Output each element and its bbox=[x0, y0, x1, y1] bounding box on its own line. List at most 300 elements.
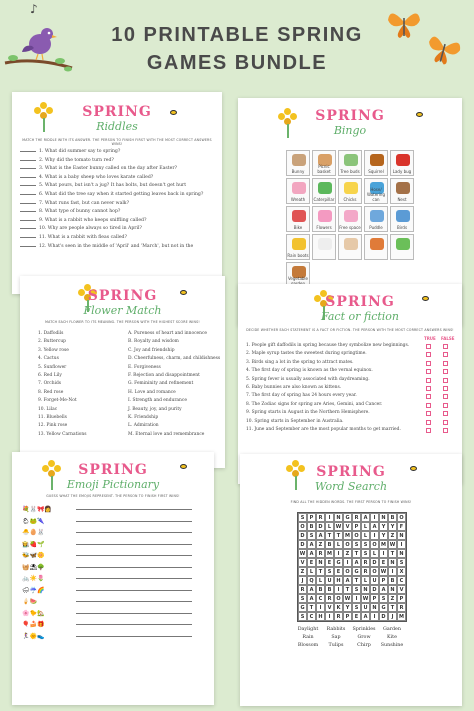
flower-item: 12. Pink rose bbox=[38, 423, 68, 429]
answer-line bbox=[76, 590, 192, 591]
grid-letter: U bbox=[370, 576, 379, 585]
flower-item: 9. Forget-Me-Not bbox=[38, 398, 77, 404]
fact-fiction-heading: SPRING bbox=[325, 294, 395, 310]
grid-letter: P bbox=[343, 612, 352, 621]
meaning-item: C. Joy and friendship bbox=[128, 347, 175, 353]
statement-item: 8. The Zodiac signs for spring are Aries, Gemini, and Cancer. bbox=[246, 401, 383, 407]
bingo-grid bbox=[286, 150, 414, 288]
bingo-cell bbox=[390, 234, 414, 260]
grid-letter: Y bbox=[379, 531, 388, 540]
grid-letter: Y bbox=[379, 522, 388, 531]
meaning-item: E. Forgiveness bbox=[128, 364, 161, 370]
riddle-item: 10. Why are people always so tired in April? bbox=[20, 225, 216, 234]
bingo-cell-label: Chicks bbox=[343, 197, 357, 202]
grid-letter: I bbox=[388, 567, 397, 576]
grid-letter: P bbox=[352, 522, 361, 531]
bingo-cell-picture bbox=[344, 210, 358, 222]
grid-letter: W bbox=[389, 542, 396, 548]
emoji-clue: 🐝🦋🌼 bbox=[22, 552, 45, 559]
grid-letter: Z bbox=[343, 549, 352, 558]
search-word: Sunshine bbox=[380, 643, 404, 648]
search-word: Sap bbox=[331, 635, 341, 640]
bingo-cell-label: Birds bbox=[396, 225, 408, 230]
grid-letter: R bbox=[361, 558, 370, 567]
grid-letter: I bbox=[397, 540, 406, 549]
answer-line bbox=[76, 532, 192, 533]
grid-letter: I bbox=[325, 513, 334, 522]
grid-letter: N bbox=[388, 558, 397, 567]
answer-checkbox[interactable] bbox=[443, 344, 448, 349]
answer-line bbox=[76, 521, 192, 522]
bingo-cell-label: Vegetable bbox=[287, 276, 309, 281]
flower-list bbox=[38, 330, 87, 439]
grid-letter: S bbox=[298, 513, 307, 522]
meaning-item: M. Eternal love and remembrance bbox=[128, 431, 205, 437]
grid-letter: A bbox=[316, 531, 325, 540]
meaning-item: G. Femininity and refinement bbox=[128, 381, 194, 387]
bundle-title-line2: GAMES BUNDLE bbox=[146, 52, 328, 74]
answer-checkbox[interactable] bbox=[426, 386, 431, 391]
grid-letter: Z bbox=[316, 540, 325, 549]
bingo-cell bbox=[390, 178, 414, 204]
grid-letter: C bbox=[316, 594, 325, 603]
flower-item: 10. Lilac bbox=[38, 406, 58, 412]
answer-checkbox[interactable] bbox=[443, 361, 448, 366]
grid-letter: X bbox=[397, 567, 406, 576]
answer-checkbox[interactable] bbox=[426, 344, 431, 349]
riddles-subtitle: Riddles bbox=[96, 120, 138, 133]
emoji-clue: 🐣🥚🐰 bbox=[22, 529, 45, 536]
search-word: Blossom bbox=[297, 643, 319, 648]
grid-letter: L bbox=[307, 567, 316, 576]
grid-letter: I bbox=[352, 594, 361, 603]
bingo-cell-picture bbox=[370, 154, 384, 166]
search-word: Tulips bbox=[328, 643, 344, 648]
emoji-row bbox=[22, 573, 192, 585]
grid-letter: D bbox=[316, 522, 325, 531]
bee-icon bbox=[180, 464, 187, 469]
grid-letter: G bbox=[334, 558, 343, 567]
grid-letter: D bbox=[370, 585, 379, 594]
emoji-heading: SPRING bbox=[78, 462, 148, 478]
answer-checkbox[interactable] bbox=[426, 420, 431, 425]
emoji-clue: 🍦🍉 bbox=[22, 598, 37, 605]
grid-letter: N bbox=[361, 585, 370, 594]
meaning-item: I. Strength and endurance bbox=[128, 398, 187, 404]
emoji-clue: 👩‍🌾🍓🌱 bbox=[22, 540, 45, 548]
bingo-cell-picture bbox=[292, 238, 306, 250]
bingo-cell bbox=[286, 178, 310, 204]
grid-letter: S bbox=[352, 603, 361, 612]
grid-letter: W bbox=[335, 524, 342, 530]
grid-letter: Z bbox=[388, 594, 397, 603]
answer-checkbox[interactable] bbox=[443, 386, 448, 391]
bingo-cell bbox=[286, 234, 310, 260]
bingo-cell-label: Wreath bbox=[290, 197, 306, 202]
bingo-cell bbox=[390, 150, 414, 176]
fact-fiction-instructions: DECIDE WHETHER EACH STATEMENT IS A FACT OR FICTION. THE PERSON WITH THE MOST CORRECT ANSWERS WINS! bbox=[246, 328, 454, 332]
grid-letter: A bbox=[307, 540, 316, 549]
answer-checkbox[interactable] bbox=[443, 428, 448, 433]
grid-letter: B bbox=[316, 585, 325, 594]
grid-letter: O bbox=[343, 567, 352, 576]
grid-letter: N bbox=[397, 549, 406, 558]
riddle-item: 5. What pours, but isn't a jug? It has bolts, but doesn't get hurt bbox=[20, 182, 216, 191]
grid-letter: V bbox=[343, 522, 352, 531]
grid-letter: I bbox=[370, 531, 379, 540]
statement-item: 10. Spring starts in September in Australia. bbox=[246, 418, 344, 424]
grid-letter: M bbox=[379, 540, 388, 549]
bundle-title-line1: 10 PRINTABLE SPRING bbox=[111, 24, 363, 46]
grid-letter: I bbox=[343, 558, 352, 567]
answer-line bbox=[76, 555, 192, 556]
grid-letter: N bbox=[397, 531, 406, 540]
grid-letter: T bbox=[343, 585, 352, 594]
search-word: Garden bbox=[383, 627, 401, 632]
grid-letter: A bbox=[370, 522, 379, 531]
bee-icon bbox=[416, 112, 423, 117]
emoji-subtitle: Emoji Pictionary bbox=[66, 478, 160, 491]
grid-letter: S bbox=[397, 558, 406, 567]
meaning-item: B. Royalty and wisdom bbox=[128, 339, 179, 345]
riddle-item: 7. What runs fast, but can never walk? bbox=[20, 200, 216, 209]
answer-checkbox[interactable] bbox=[443, 420, 448, 425]
emoji-page bbox=[12, 452, 214, 705]
flower-item: 3. Yellow rose bbox=[38, 347, 69, 353]
grid-letter: S bbox=[307, 531, 316, 540]
grid-letter: I bbox=[379, 549, 388, 558]
grid-letter: B bbox=[388, 576, 397, 585]
bingo-cell bbox=[286, 150, 310, 176]
emoji-clue: 🏃‍♀️🌞👟 bbox=[22, 632, 45, 640]
answer-checkbox[interactable] bbox=[426, 369, 431, 374]
grid-letter: T bbox=[307, 603, 316, 612]
bingo-cell-picture bbox=[292, 154, 306, 166]
emoji-clue: 🧺⛱🌳 bbox=[22, 563, 45, 571]
grid-letter: C bbox=[397, 576, 406, 585]
grid-letter: R bbox=[397, 603, 406, 612]
emoji-row bbox=[22, 539, 192, 551]
emoji-row bbox=[22, 516, 192, 528]
bee-icon bbox=[170, 110, 177, 115]
meaning-item: K. Friendship bbox=[128, 415, 159, 421]
grid-letter: A bbox=[307, 594, 316, 603]
statement-item: 1. People gift daffodils in spring because they symbolize new beginnings. bbox=[246, 343, 410, 348]
word-search-heading: SPRING bbox=[316, 464, 386, 480]
emoji-rows bbox=[22, 504, 192, 642]
answer-checkbox[interactable] bbox=[443, 369, 448, 374]
answer-line bbox=[76, 636, 192, 637]
answer-line bbox=[76, 567, 192, 568]
statement-item: 5. Spring fever is usually associated with daydreaming. bbox=[246, 376, 370, 382]
search-word: Daylight bbox=[297, 627, 319, 632]
bingo-heading: SPRING bbox=[315, 108, 385, 124]
grid-letter: U bbox=[361, 603, 370, 612]
riddle-item: 6. What did the tree say when it started getting leaves back in spring? bbox=[20, 191, 216, 200]
grid-letter: O bbox=[397, 513, 406, 522]
bingo-cell bbox=[312, 150, 336, 176]
bingo-cell-picture bbox=[396, 154, 410, 166]
grid-letter: R bbox=[334, 612, 343, 621]
grid-letter: O bbox=[334, 594, 343, 603]
emoji-clue: 🌸🐤🏡 bbox=[22, 609, 45, 617]
grid-letter: T bbox=[388, 603, 397, 612]
grid-letter: D bbox=[379, 612, 388, 621]
grid-letter: T bbox=[352, 549, 361, 558]
grid-letter: J bbox=[298, 576, 307, 585]
bingo-cell-picture bbox=[396, 182, 410, 194]
bingo-cell-picture bbox=[396, 238, 410, 250]
search-word: Rabbits bbox=[326, 627, 346, 632]
word-list bbox=[294, 626, 406, 650]
grid-letter: R bbox=[325, 594, 334, 603]
riddle-item: 4. What is a baby sheep who loves karate called? bbox=[20, 174, 216, 183]
answer-checkbox[interactable] bbox=[443, 403, 448, 408]
answer-checkbox[interactable] bbox=[426, 378, 431, 383]
grid-letter: E bbox=[307, 558, 316, 567]
emoji-row bbox=[22, 596, 192, 608]
grid-letter: L bbox=[361, 522, 370, 531]
search-word: Chirp bbox=[357, 643, 371, 648]
grid-letter: V bbox=[397, 585, 406, 594]
grid-letter: G bbox=[352, 567, 361, 576]
flower-item: 4. Cactus bbox=[38, 356, 59, 362]
emoji-row bbox=[22, 527, 192, 539]
answer-checkbox[interactable] bbox=[426, 403, 431, 408]
answer-checkbox[interactable] bbox=[426, 411, 431, 416]
meaning-item: D. Cheerfulness, charm, and childishness bbox=[128, 356, 221, 362]
grid-letter: T bbox=[334, 531, 343, 540]
grid-letter: K bbox=[334, 603, 343, 612]
answer-line bbox=[76, 624, 192, 625]
bingo-cell bbox=[390, 206, 414, 232]
flower-item: 1. Daffodils bbox=[38, 331, 64, 336]
answer-line bbox=[76, 578, 192, 579]
bingo-cell bbox=[364, 150, 388, 176]
grid-letter: I bbox=[334, 585, 343, 594]
grid-letter: W bbox=[344, 596, 351, 602]
bingo-cell-picture bbox=[292, 182, 306, 194]
bingo-cell-picture bbox=[344, 154, 358, 166]
bingo-cell-label: Squirrel bbox=[368, 169, 384, 174]
grid-letter: N bbox=[370, 603, 379, 612]
flower-match-heading: SPRING bbox=[87, 288, 158, 304]
statement-item: 2. Maple syrup tastes the sweetest during springtime. bbox=[246, 351, 367, 357]
bingo-cell-label: Bike bbox=[293, 225, 303, 230]
grid-letter: G bbox=[298, 603, 307, 612]
grid-letter: Z bbox=[388, 531, 397, 540]
bingo-cell-label: Free space bbox=[339, 225, 361, 230]
answer-checkbox[interactable] bbox=[426, 361, 431, 366]
flower-match-subtitle: Flower Match bbox=[83, 304, 162, 317]
grid-letter: V bbox=[325, 603, 334, 612]
statement-item: 7. The first day of spring has 24 hours every year. bbox=[246, 393, 357, 399]
riddle-item: 11. What is a rabbit with fleas called? bbox=[20, 234, 216, 243]
answer-checkbox[interactable] bbox=[443, 411, 448, 416]
emoji-row bbox=[22, 619, 192, 631]
grid-letter: A bbox=[343, 576, 352, 585]
flower-item: 8. Red rose bbox=[38, 389, 64, 395]
meaning-item: A. Pureness of heart and innocence bbox=[128, 331, 208, 336]
grid-letter: H bbox=[334, 576, 343, 585]
bee-icon bbox=[180, 290, 187, 295]
flower-item: 6. Red Lily bbox=[38, 373, 62, 379]
search-word: Sprinkles bbox=[352, 627, 376, 632]
word-search-grid bbox=[297, 512, 407, 622]
grid-letter: Y bbox=[343, 603, 352, 612]
bingo-cell-label: Lady bug bbox=[392, 169, 412, 174]
grid-letter: Q bbox=[307, 576, 316, 585]
grid-letter: I bbox=[325, 612, 334, 621]
search-word: Kite bbox=[387, 635, 397, 640]
answer-checkbox[interactable] bbox=[426, 394, 431, 399]
grid-letter: L bbox=[361, 531, 370, 540]
emoji-row bbox=[22, 585, 192, 597]
grid-letter: T bbox=[352, 576, 361, 585]
bingo-cell bbox=[338, 206, 362, 232]
bingo-cell-label: Tree buds bbox=[340, 169, 360, 174]
grid-letter: S bbox=[379, 594, 388, 603]
statement-item: 3. Birds sing a lot in the spring to attract mates. bbox=[246, 359, 354, 365]
word-search-page bbox=[240, 454, 462, 706]
bee-icon bbox=[410, 466, 417, 471]
grid-letter: N bbox=[334, 513, 343, 522]
bingo-cell bbox=[338, 178, 362, 204]
svg-text:♪: ♪ bbox=[30, 2, 38, 16]
grid-letter: B bbox=[388, 513, 397, 522]
bingo-cell bbox=[312, 206, 336, 232]
grid-letter: S bbox=[298, 612, 307, 621]
grid-letter: F bbox=[397, 522, 406, 531]
grid-letter: A bbox=[361, 513, 370, 522]
answer-line bbox=[76, 544, 192, 545]
emoji-row bbox=[22, 504, 192, 516]
emoji-clue: 🎈🍰🎁 bbox=[22, 621, 45, 628]
riddles-list bbox=[20, 148, 216, 251]
emoji-clue: 🌦🐸🌂 bbox=[22, 517, 45, 525]
grid-letter: G bbox=[343, 513, 352, 522]
bingo-cell bbox=[338, 150, 362, 176]
answer-checkbox[interactable] bbox=[443, 394, 448, 399]
grid-letter: P bbox=[397, 594, 406, 603]
bingo-cell-picture bbox=[318, 238, 332, 250]
answer-checkbox[interactable] bbox=[443, 352, 448, 357]
bingo-cell-label: Picnic basket bbox=[317, 164, 331, 174]
answer-checkbox[interactable] bbox=[426, 428, 431, 433]
grid-letter: M bbox=[325, 549, 334, 558]
grid-letter: T bbox=[388, 549, 397, 558]
riddles-instructions: MATCH THE RIDDLE WITH ITS ANSWER. THE PERSON TO FINISH FIRST WITH THE MOST CORRECT ANSWERS WINS! bbox=[22, 138, 212, 146]
answer-line bbox=[76, 509, 192, 510]
grid-letter: R bbox=[352, 513, 361, 522]
grid-letter: A bbox=[379, 585, 388, 594]
grid-letter: N bbox=[388, 585, 397, 594]
flower-item: 13. Yellow Carnations bbox=[38, 431, 87, 437]
grid-letter: J bbox=[388, 612, 397, 621]
bingo-cell-label: Rain boots bbox=[287, 253, 309, 258]
bingo-cell-picture bbox=[396, 210, 410, 222]
grid-letter: A bbox=[352, 558, 361, 567]
bingo-cell-label: Hose/ Watering can bbox=[366, 187, 385, 202]
fact-fiction-subtitle: Fact or fiction bbox=[320, 310, 400, 323]
grid-letter: D bbox=[298, 531, 307, 540]
grid-letter: N bbox=[316, 558, 325, 567]
grid-letter: D bbox=[370, 558, 379, 567]
meaning-item: J. Beauty, joy, and purity bbox=[128, 406, 182, 412]
meaning-item: H. Love and romance bbox=[128, 389, 176, 395]
grid-letter: O bbox=[370, 567, 379, 576]
grid-letter: B bbox=[307, 522, 316, 531]
grid-letter: U bbox=[325, 576, 334, 585]
false-column-header: FALSE bbox=[441, 336, 455, 341]
bingo-cell-label: Bunny bbox=[291, 169, 305, 174]
bingo-cell-picture bbox=[370, 210, 384, 222]
grid-letter: R bbox=[361, 567, 370, 576]
grid-letter: I bbox=[370, 513, 379, 522]
grid-letter: W bbox=[299, 551, 306, 557]
meaning-item: L. Admiration bbox=[128, 423, 159, 429]
grid-letter: E bbox=[379, 558, 388, 567]
meaning-list bbox=[128, 330, 220, 439]
answer-line bbox=[76, 613, 192, 614]
statement-item: 4. The first day of spring is known as the vernal equinox. bbox=[246, 368, 373, 374]
grid-letter: L bbox=[370, 549, 379, 558]
grid-letter: R bbox=[316, 549, 325, 558]
grid-letter: P bbox=[370, 594, 379, 603]
search-word: Rain bbox=[302, 635, 314, 640]
grid-letter: S bbox=[352, 540, 361, 549]
grid-letter: G bbox=[379, 603, 388, 612]
emoji-row bbox=[22, 550, 192, 562]
meaning-item: F. Rejection and disappointment bbox=[128, 373, 200, 379]
grid-letter: S bbox=[298, 594, 307, 603]
grid-letter: O bbox=[352, 531, 361, 540]
grid-letter: W bbox=[362, 596, 369, 602]
riddle-item: 1. What did summer say to spring? bbox=[20, 148, 216, 157]
grid-letter: T bbox=[316, 567, 325, 576]
grid-letter: B bbox=[325, 540, 334, 549]
grid-letter: B bbox=[325, 585, 334, 594]
bingo-cell bbox=[286, 206, 310, 232]
grid-letter: H bbox=[316, 612, 325, 621]
grid-letter: W bbox=[380, 569, 387, 575]
grid-letter: R bbox=[298, 585, 307, 594]
grid-letter: S bbox=[325, 567, 334, 576]
grid-letter: L bbox=[325, 522, 334, 531]
grid-letter: V bbox=[298, 558, 307, 567]
grid-letter: O bbox=[370, 540, 379, 549]
grid-letter: R bbox=[316, 513, 325, 522]
bingo-cell bbox=[364, 234, 388, 260]
bingo-subtitle: Bingo bbox=[333, 124, 367, 137]
bingo-cell bbox=[364, 206, 388, 232]
true-column-header: TRUE bbox=[424, 336, 436, 341]
bingo-cell-label: Nest bbox=[397, 197, 407, 202]
answer-checkbox[interactable] bbox=[426, 352, 431, 357]
grid-letter: Y bbox=[388, 522, 397, 531]
grid-letter: I bbox=[334, 549, 343, 558]
grid-letter: O bbox=[343, 540, 352, 549]
grid-letter: A bbox=[307, 549, 316, 558]
bingo-cell-label: Puddle bbox=[369, 225, 383, 230]
grid-letter: E bbox=[334, 567, 343, 576]
emoji-clue: 🌧☔️🌈 bbox=[22, 586, 45, 594]
statement-item: 9. Spring starts in August in the Northern Hemisphere. bbox=[246, 410, 370, 416]
grid-letter: P bbox=[379, 576, 388, 585]
answer-checkbox[interactable] bbox=[443, 378, 448, 383]
flower-item: 2. Buttercup bbox=[38, 339, 66, 345]
search-word: Grow bbox=[357, 635, 371, 640]
